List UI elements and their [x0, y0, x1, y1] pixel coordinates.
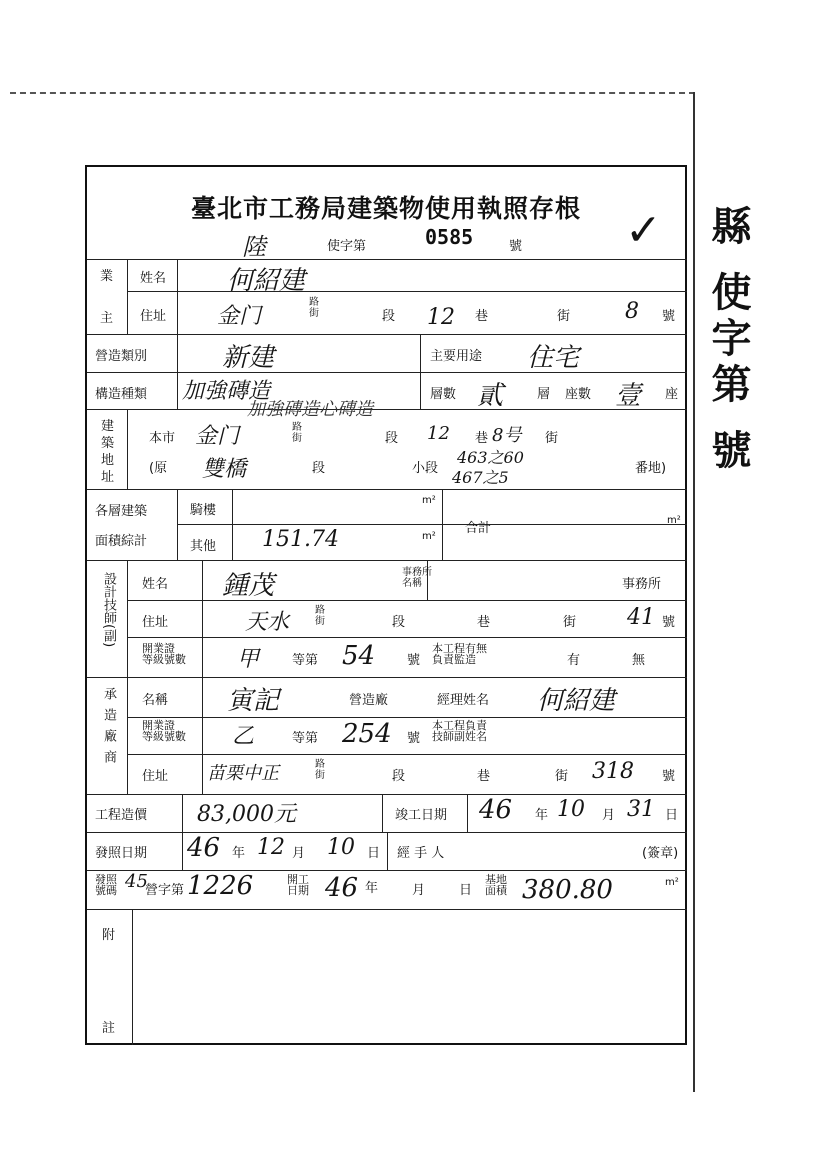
main-use-value: 住宅 [527, 343, 580, 373]
build-type-label: 營造類別 [95, 349, 148, 364]
owner-addr-label: 住址 [140, 309, 167, 324]
issue-handler: 經 手 人 [397, 846, 445, 861]
permit-base: 380.80 [522, 875, 613, 905]
designer-no: 41 [627, 605, 655, 630]
designer-office-suffix: 事務所 [622, 577, 662, 592]
area-qilou: 騎樓 [190, 503, 217, 518]
area-other-value: 151.74 [262, 527, 339, 552]
site-c1: 建 [101, 419, 115, 434]
designer-addr-label: 住址 [142, 615, 169, 630]
owner-jie: 街 [557, 309, 571, 324]
ceng-label: 層 [537, 387, 551, 402]
site-c4: 址 [101, 470, 115, 485]
done-month: 10 [557, 797, 585, 822]
hao-label: 號 [509, 239, 523, 254]
owner-road-label: 路 街 [309, 297, 319, 319]
zi-label: 使字第 [327, 239, 367, 254]
bldgs-value: 壹 [615, 381, 642, 411]
contractor-group: 承造廠商 [101, 687, 116, 771]
owner-lane-no: 12 [427, 305, 455, 330]
owner-xiang: 巷 [475, 309, 489, 324]
issue-label: 發照日期 [95, 846, 148, 861]
designer-hao2: 號 [407, 653, 421, 668]
designer-supervise-label: 本工程有無 負責監造 [432, 642, 487, 666]
site-c2: 築 [101, 436, 115, 451]
notes-zhu: 註 [102, 1021, 116, 1036]
site-orig: (原 [149, 461, 168, 476]
bldgs-label: 座數 [565, 387, 592, 402]
owner-duan: 段 [382, 309, 396, 324]
cost-label: 工程造價 [95, 808, 148, 823]
site-no: 8号 [492, 425, 522, 446]
site-duan: 段 [385, 431, 399, 446]
issue-ri: 日 [367, 846, 381, 861]
contractor-license-label: 開業證 等級號數 [142, 719, 186, 743]
contractor-addr-label: 住址 [142, 769, 169, 784]
contractor-addr: 苗栗中正 [207, 763, 279, 784]
designer-license-label: 開業證 等級號數 [142, 642, 186, 666]
contractor-tech-label: 本工程負責 技師副姓名 [432, 719, 487, 743]
prefix-handwriting: 陸 [242, 233, 266, 261]
contractor-mgr: 何紹建 [537, 686, 616, 716]
contractor-no: 318 [592, 759, 634, 784]
site-road-label: 路 街 [292, 422, 302, 444]
owner-no: 8 [625, 299, 639, 324]
permit-base-label: 基地 面積 [485, 873, 507, 897]
site-jie: 街 [545, 431, 559, 446]
permit-no-prefix: 45 [125, 871, 148, 892]
contractor-lic-no: 254 [342, 719, 392, 749]
permit-ri: 日 [459, 883, 473, 898]
paper-edge [10, 92, 695, 94]
structure-label: 構造種類 [95, 387, 148, 402]
contractor-mgr-label: 經理姓名 [437, 693, 490, 708]
contractor-hao: 號 [407, 731, 421, 746]
done-nian: 年 [535, 808, 549, 823]
designer-duan: 段 [392, 615, 406, 630]
designer-hao: 號 [662, 615, 676, 630]
area-other: 其他 [190, 539, 217, 554]
permit-yue: 月 [412, 883, 426, 898]
issue-day: 10 [327, 835, 355, 860]
structure-value: 加強磚造 [182, 379, 271, 404]
site-xiang: 巷 [475, 431, 489, 446]
contractor-duan: 段 [392, 769, 406, 784]
owner-name-label: 姓名 [140, 271, 167, 286]
designer-lic-no: 54 [342, 641, 376, 671]
contractor-name: 寅記 [227, 686, 280, 716]
designer-road-label: 路 街 [315, 605, 325, 627]
designer-office-label: 事務所 名稱 [402, 567, 432, 589]
done-year: 46 [479, 795, 513, 825]
contractor-deng: 等第 [292, 731, 319, 746]
check-mark: ✓ [625, 205, 662, 256]
contractor-xiang: 巷 [477, 769, 491, 784]
issue-month: 12 [257, 835, 285, 860]
designer-xiang: 巷 [477, 615, 491, 630]
designer-grade: 甲 [237, 647, 260, 672]
permit-stub-form [85, 165, 687, 1045]
site-orig-place: 雙橋 [202, 457, 247, 482]
designer-you: 有 [567, 653, 581, 668]
contractor-grade: 乙 [232, 724, 255, 749]
site-duan2: 段 [312, 461, 326, 476]
site-district: 金门 [195, 424, 240, 449]
main-use-label: 主要用途 [430, 349, 483, 364]
permit-zi: 營字第 [145, 883, 185, 898]
owner-zhu: 主 [100, 311, 114, 326]
area-total: 合計 [465, 521, 492, 536]
site-city: 本市 [149, 431, 176, 446]
permit-nian: 年 [365, 881, 379, 896]
owner-name: 何紹建 [227, 266, 306, 296]
owner-addr-city: 金门 [217, 304, 262, 329]
designer-deng: 等第 [292, 653, 319, 668]
contractor-hao2: 號 [662, 769, 676, 784]
issue-year: 46 [187, 833, 221, 863]
permit-start-label: 開工 日期 [287, 873, 309, 897]
paper-right-edge [693, 92, 695, 1092]
designer-group: 設計技師(副) [101, 572, 116, 648]
issue-sign: (簽章) [642, 846, 679, 861]
area-label1: 各層建築 [95, 504, 148, 519]
issue-nian: 年 [232, 846, 246, 861]
notes-fu: 附 [102, 928, 116, 943]
done-yue: 月 [602, 808, 616, 823]
site-lot1: 463之60 [457, 448, 524, 467]
structure-overlay: 加強磚造心磚造 [247, 399, 373, 420]
form-title: 臺北市工務局建築物使用執照存根 [190, 194, 581, 223]
permit-year: 46 [325, 873, 359, 903]
build-type-value: 新建 [222, 343, 275, 373]
area-unit-2: m² [422, 531, 436, 542]
designer-addr: 天水 [245, 610, 290, 635]
permit-number: 0585 [425, 225, 474, 249]
contractor-jie: 街 [555, 769, 569, 784]
site-xiaoduan: 小段 [412, 461, 439, 476]
contractor-yingzao: 營造廠 [349, 693, 389, 708]
site-c3: 地 [101, 453, 115, 468]
contractor-road-label: 路 街 [315, 759, 325, 781]
area-unit-1: m² [422, 495, 436, 506]
designer-wu: 無 [632, 653, 646, 668]
area-label2: 面積綜計 [95, 534, 148, 549]
done-label: 竣工日期 [395, 808, 448, 823]
site-lane: 12 [427, 423, 450, 444]
area-unit-3: m² [667, 515, 681, 526]
designer-name: 鍾茂 [222, 571, 275, 601]
floors-value: 貳 [477, 381, 504, 411]
zuo-label: 座 [665, 387, 679, 402]
owner-hao: 號 [662, 309, 676, 324]
permit-label: 發照 號碼 [95, 873, 117, 897]
permit-no: 1226 [187, 871, 254, 901]
site-lot2: 467之5 [452, 468, 509, 487]
owner-ye: 業 [100, 269, 114, 284]
done-day: 31 [627, 797, 655, 822]
designer-jie: 街 [563, 615, 577, 630]
contractor-name-label: 名稱 [142, 693, 169, 708]
site-fandi: 番地) [635, 461, 667, 476]
permit-unit: m² [665, 877, 679, 888]
right-margin-text: 縣 使字第 號 [705, 205, 752, 475]
done-ri: 日 [665, 808, 679, 823]
designer-name-label: 姓名 [142, 577, 169, 592]
floors-label: 層數 [430, 387, 457, 402]
issue-yue: 月 [292, 846, 306, 861]
cost-value: 83,000元 [197, 802, 296, 827]
